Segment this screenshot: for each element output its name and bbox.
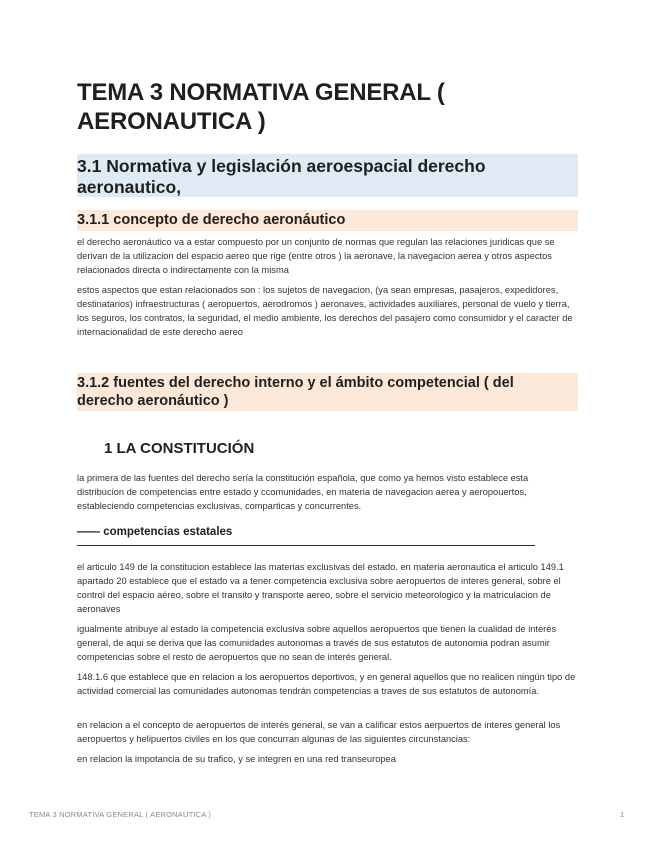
- paragraph-aspectos: estos aspectos que estan relacionados son : los sujetos de navegacion, (ya sean empresas, pasajeros, expedidores, destinatarios) infraestructuras ( aeropuertos, aerodromos ) aeronaves, actividades auxiliares, personal de vuelo y tierra, los seguros, los contratos, la seguridad, el medio ambiente, los derechos del pasajero como consumidor y el caracter de internacionalidad de este derecho aereo: [77, 285, 573, 337]
- paragraph-148-1-6: 148.1.6 que establece que en relacion a los aeropuertos deportivos, y en general aquellos que no realicen ningún tipo de actividad comercial las comunidades autonomas tendrán competencias a traves de sus estatutos de autonomía.: [77, 672, 576, 696]
- section-3-1-2-heading: 3.1.2 fuentes del derecho interno y el ámbito competencial ( del derecho aeronáutico ): [77, 375, 514, 409]
- paragraph-concepto-aeropuertos: en relacion a el concepto de aeropuertos de interés general, se van a calificar estos aerpuertos de interes general los aeropuertos y helipuertos civiles en los que concurran algunas de las siguientes circunstancias:: [77, 720, 561, 744]
- footer-title: TEMA 3 NORMATIVA GENERAL ( AERONAUTICA ): [29, 810, 212, 819]
- divider-rule: [77, 545, 535, 546]
- section-3-1-1-heading: 3.1.1 concepto de derecho aeronáutico: [77, 212, 346, 228]
- paragraph-constitucion: la primera de las fuentes del derecho sería la constitución española, que como ya hemos visto establece esta distribucion de competencias entre estado y ccomunidades, en materia de navegacion aerea y aeropouertos, estableciendo competencias exclusivas, comparticas y concurrentes.: [77, 473, 529, 511]
- competencias-estatales-label: —— competencias estatales: [77, 526, 233, 538]
- paragraph-trafico: en relacion la impotancia de su trafico, y se integren en una red transeuropea: [77, 754, 396, 764]
- paragraph-concepto: el derecho aeronáutico va a estar compuesto por un conjunto de normas que regulan las relaciones juridicas que se derivan de la utilizacion del espacio aereo que rige (entre otros ) la aeronave, la navegacion aerea y otros aspectos relacionados directa o indirectamente con la misma: [77, 237, 555, 275]
- section-3-1-heading: 3.1 Normativa y legislación aeroespacial derecho aeronautico,: [77, 156, 486, 197]
- page-number: 1: [620, 810, 625, 819]
- paragraph-interes-general: igualmente atribuye al estado la competencia exclusiva sobre aquellos aeropuertos que tienen la cualidad de interés general, de aqui se deriva que las comunidades autonomas a través de sus estatutos de autonomia podran asumir competencias sobre el resto de aeropuertos que no sean de interés general.: [77, 624, 557, 662]
- paragraph-articulo-149: el articulo 149 de la constitucion establece las materias exclusivas del estado. en materia aeronautica el articulo 149.1 apartado 20 establece que el estado va a tener competencia exclusiva sobre aeropuertos de interes general, sobre el control del espacio aéreo, sobre el transito y transporte aereo, sobre el servicio meteorologico y la matriculacion de aeronaves: [77, 562, 564, 614]
- constitucion-heading: 1 LA CONSTITUCIÓN: [104, 440, 255, 457]
- document-title: TEMA 3 NORMATIVA GENERAL ( AERONAUTICA ): [77, 79, 445, 135]
